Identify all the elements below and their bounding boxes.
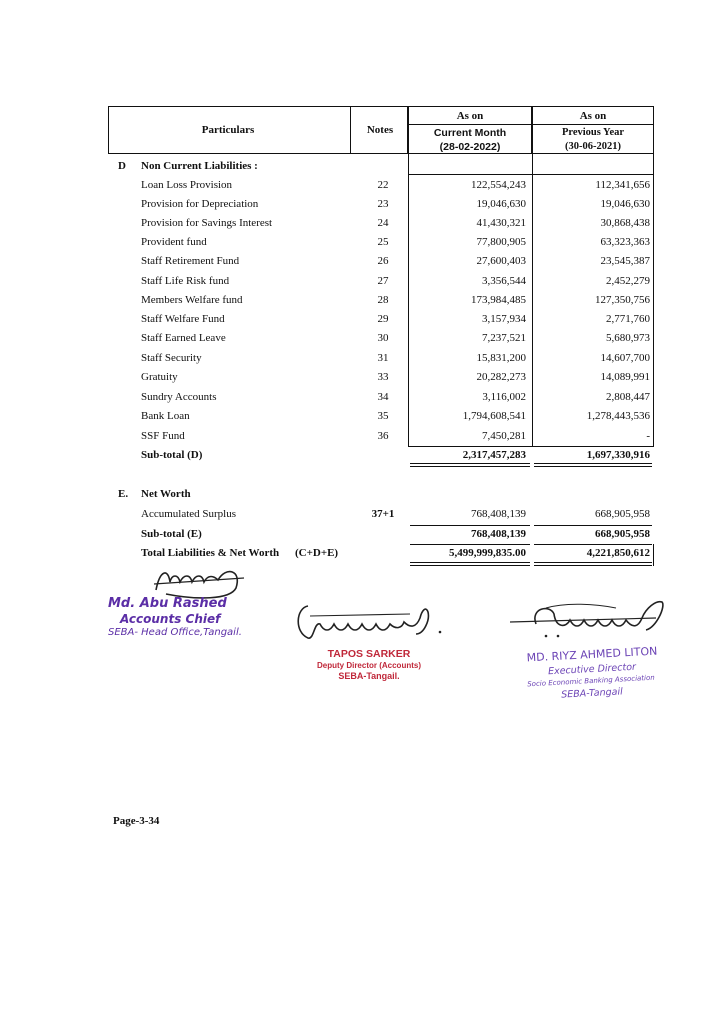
executive-director-name: MD. RIYZ AHMED LITON bbox=[526, 644, 658, 665]
row-previous-value: 127,350,756 bbox=[595, 294, 650, 306]
row-label: Staff Welfare Fund bbox=[141, 313, 225, 325]
row-label: Members Welfare fund bbox=[141, 294, 243, 306]
row-current-value: 15,831,200 bbox=[476, 352, 526, 364]
total-double-underline-previous bbox=[534, 562, 652, 566]
row-label: Gratuity bbox=[141, 371, 178, 383]
signature-deputy-director bbox=[290, 598, 440, 684]
current-header-rule bbox=[408, 124, 532, 125]
row-previous-value: 2,771,760 bbox=[606, 313, 650, 325]
total-formula: (C+D+E) bbox=[295, 547, 339, 559]
row-note: 23 bbox=[377, 198, 389, 210]
deputy-director-name: TAPOS SARKER bbox=[327, 648, 411, 660]
row-previous-value: 19,046,630 bbox=[600, 198, 650, 210]
current-month-label: Current Month bbox=[433, 127, 507, 139]
table-row bbox=[0, 272, 724, 291]
total-label: Total Liabilities & Net Worth bbox=[141, 547, 280, 559]
row-current-value: 3,157,934 bbox=[482, 313, 526, 325]
row-current-value: 77,800,905 bbox=[476, 236, 526, 248]
row-label: Staff Life Risk fund bbox=[141, 275, 230, 287]
current-as-on-label: As on bbox=[456, 110, 484, 122]
previous-as-on-label: As on bbox=[579, 110, 607, 122]
table-row bbox=[0, 407, 724, 426]
subtotal-e-previous: 668,905,958 bbox=[595, 528, 650, 540]
row-previous-value: 668,905,958 bbox=[595, 508, 650, 520]
subtotal-e-label: Sub-total (E) bbox=[141, 528, 202, 540]
row-label: Accumulated Surplus bbox=[141, 508, 237, 520]
row-note: 31 bbox=[377, 352, 389, 364]
total-right-bracket bbox=[653, 544, 654, 566]
row-note: 33 bbox=[377, 371, 389, 383]
row-previous-value: 2,452,279 bbox=[606, 275, 650, 287]
row-current-value: 27,600,403 bbox=[476, 255, 526, 267]
section-e-letter: E. bbox=[118, 488, 129, 500]
table-row bbox=[0, 214, 724, 233]
row-current-value: 122,554,243 bbox=[471, 179, 526, 191]
table-row bbox=[0, 505, 724, 524]
row-previous-value: 5,680,973 bbox=[606, 332, 650, 344]
row-label: Staff Earned Leave bbox=[141, 332, 226, 344]
executive-director-org-line: Socio Economic Banking Association bbox=[527, 673, 655, 689]
section-d-top-rule bbox=[408, 174, 654, 175]
row-previous-value: 14,607,700 bbox=[600, 352, 650, 364]
row-previous-value: 1,278,443,536 bbox=[586, 410, 650, 422]
executive-director-title: Executive Director bbox=[547, 661, 637, 678]
handwritten-signature-middle bbox=[290, 598, 450, 646]
page-number: Page-3-34 bbox=[113, 815, 160, 827]
row-label: SSF Fund bbox=[141, 430, 185, 442]
notes-divider bbox=[350, 106, 351, 154]
current-month-date: (28-02-2022) bbox=[439, 141, 501, 153]
table-row bbox=[0, 291, 724, 310]
row-previous-value: 23,545,387 bbox=[600, 255, 650, 267]
subtotal-d-current: 2,317,457,283 bbox=[462, 449, 526, 461]
subtotal-e-current: 768,408,139 bbox=[471, 528, 526, 540]
table-row bbox=[0, 233, 724, 252]
row-label: Bank Loan bbox=[141, 410, 190, 422]
row-previous-value: 112,341,656 bbox=[595, 179, 650, 191]
table-row bbox=[0, 427, 724, 446]
row-note: 29 bbox=[377, 313, 389, 325]
section-d-title: Non Current Liabilities : bbox=[141, 160, 258, 172]
row-note: 28 bbox=[377, 294, 389, 306]
handwritten-signature-right bbox=[506, 598, 676, 648]
row-note: 25 bbox=[377, 236, 389, 248]
row-label: Provident fund bbox=[141, 236, 207, 248]
row-current-value: 3,116,002 bbox=[482, 391, 526, 403]
row-note: 35 bbox=[377, 410, 389, 422]
row-label: Staff Retirement Fund bbox=[141, 255, 240, 267]
signature-executive-director bbox=[506, 598, 676, 708]
row-note: 24 bbox=[377, 217, 389, 229]
subtotal-row bbox=[0, 525, 724, 544]
previous-year-label: Previous Year bbox=[561, 127, 625, 138]
particulars-header: Particulars bbox=[201, 124, 255, 136]
row-label: Provision for Depreciation bbox=[141, 198, 259, 210]
table-row bbox=[0, 310, 724, 329]
row-current-value: 20,282,273 bbox=[476, 371, 526, 383]
row-label: Staff Security bbox=[141, 352, 202, 364]
row-note: 26 bbox=[377, 255, 389, 267]
row-note: 36 bbox=[377, 430, 389, 442]
subtotal-d-previous: 1,697,330,916 bbox=[586, 449, 650, 461]
table-row bbox=[0, 329, 724, 348]
row-previous-value: 30,868,438 bbox=[600, 217, 650, 229]
row-note: 37+1 bbox=[371, 508, 395, 520]
accounts-chief-name: Md. Abu Rashed bbox=[108, 596, 227, 611]
total-double-underline-current bbox=[410, 562, 530, 566]
accounts-chief-org: SEBA- Head Office,Tangail. bbox=[108, 627, 242, 638]
table-row bbox=[0, 349, 724, 368]
row-note: 34 bbox=[377, 391, 389, 403]
table-row bbox=[0, 368, 724, 387]
row-current-value: 1,794,608,541 bbox=[462, 410, 526, 422]
previous-year-date: (30-06-2021) bbox=[565, 141, 621, 152]
table-row bbox=[0, 388, 724, 407]
row-previous-value: 14,089,991 bbox=[600, 371, 650, 383]
row-previous-value: 2,808,447 bbox=[606, 391, 650, 403]
row-current-value: 3,356,544 bbox=[482, 275, 526, 287]
executive-director-org: SEBA-Tangail bbox=[560, 686, 624, 701]
row-current-value: 41,430,321 bbox=[476, 217, 526, 229]
row-note: 30 bbox=[377, 332, 389, 344]
row-label: Loan Loss Provision bbox=[141, 179, 233, 191]
row-current-value: 7,450,281 bbox=[482, 430, 526, 442]
row-current-value: 768,408,139 bbox=[471, 508, 526, 520]
section-d-letter: D bbox=[118, 160, 126, 172]
row-current-value: 173,984,485 bbox=[471, 294, 526, 306]
row-current-value: 7,237,521 bbox=[482, 332, 526, 344]
total-current: 5,499,999,835.00 bbox=[449, 547, 526, 559]
signature-accounts-chief bbox=[108, 560, 248, 640]
table-row bbox=[0, 252, 724, 271]
table-row bbox=[0, 176, 724, 195]
accounts-chief-title: Accounts Chief bbox=[120, 612, 221, 626]
row-previous-value: 63,323,363 bbox=[600, 236, 650, 248]
row-current-value: 19,046,630 bbox=[476, 198, 526, 210]
subtotal-d-double-underline-previous bbox=[534, 463, 652, 467]
row-note: 22 bbox=[377, 179, 389, 191]
row-note: 27 bbox=[377, 275, 389, 287]
deputy-director-title: Deputy Director (Accounts) bbox=[316, 661, 421, 670]
row-previous-value: - bbox=[646, 430, 650, 442]
subtotal-d-label: Sub-total (D) bbox=[141, 449, 203, 461]
subtotal-d-double-underline-current bbox=[410, 463, 530, 467]
previous-header-rule bbox=[532, 124, 654, 125]
row-label: Provision for Savings Interest bbox=[141, 217, 273, 229]
table-row bbox=[0, 195, 724, 214]
notes-header: Notes bbox=[366, 124, 394, 136]
row-label: Sundry Accounts bbox=[141, 391, 217, 403]
section-e-title: Net Worth bbox=[141, 488, 191, 500]
deputy-director-org: SEBA-Tangail. bbox=[338, 671, 400, 681]
total-previous: 4,221,850,612 bbox=[586, 547, 650, 559]
